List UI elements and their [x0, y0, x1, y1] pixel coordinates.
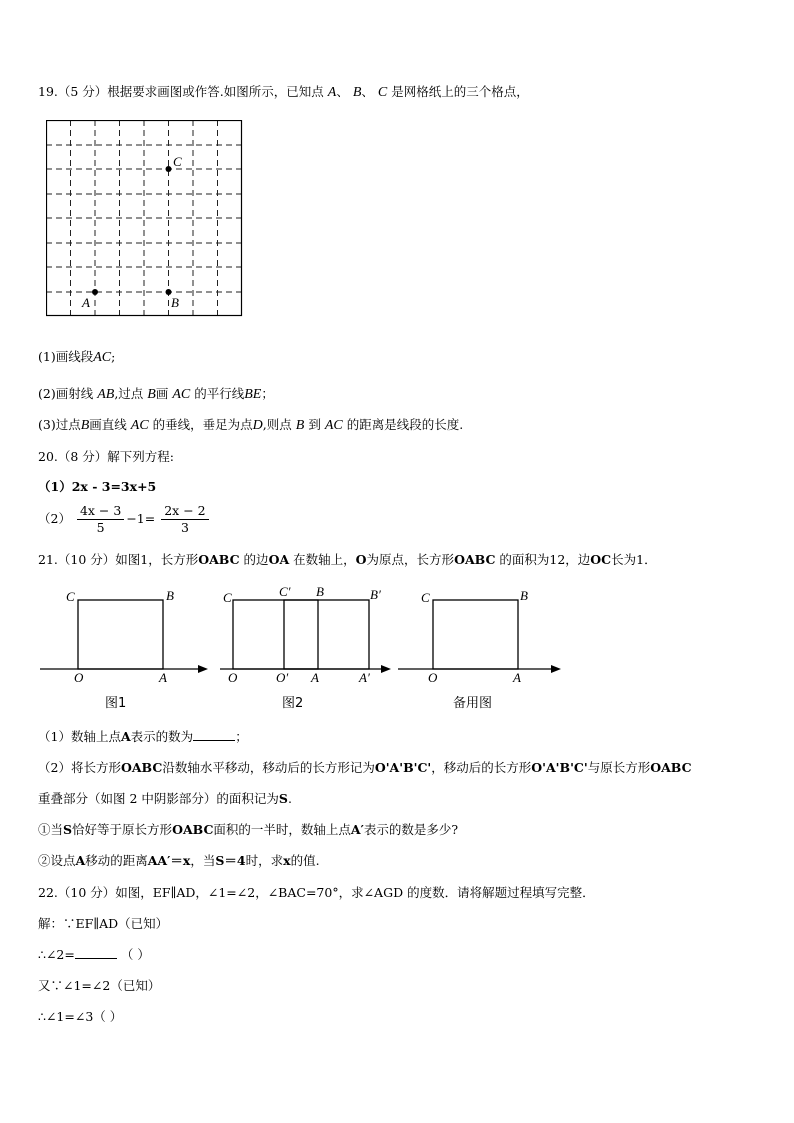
svg-text:A: A: [513, 670, 521, 685]
figure-1: [38, 585, 210, 685]
q21-case-2: ②设点A移动的距离AA′＝x，当S＝4时，求x的值.: [38, 853, 320, 868]
figure-2-caption: 图2: [282, 696, 304, 711]
q22-header: 22.（10 分）如图，EF∥AD，∠1=∠2，∠BAC=70°，求∠AGD 的度数．请将解题过程填写完整．: [38, 885, 595, 900]
label-a: A: [82, 295, 90, 310]
fraction-2: $\frac{2x - 2}{3}$: [161, 503, 208, 536]
q21-header: 21.（10 分）如图1，长方形OABC 的边OA 在数轴上，O为原点，长方形OABC 的面积为12，边OC长为1．: [38, 552, 657, 567]
q22-line-2: ∴∠2= （ ）: [38, 947, 150, 962]
q21-case-1: ①当S恰好等于原长方形OABC面积的一半时，数轴上点A′表示的数是多少?: [38, 822, 459, 837]
svg-text:B: B: [166, 588, 174, 603]
q19-item-1: (1)画线段AC;: [38, 349, 116, 365]
fraction-1: $\frac{4x - 3}{5}$: [77, 503, 124, 536]
answer-blank[interactable]: [193, 728, 235, 741]
figure-3: [396, 585, 564, 685]
q19-item-2: (2)画射线 AB,过点 B画 AC 的平行线BE；: [38, 386, 274, 402]
svg-text:B: B: [520, 588, 528, 603]
q19-header: 19.（5 分）根据要求画图或作答.如图所示，已知点 A、 B、 C 是网格纸上的三个格点，: [38, 84, 529, 100]
label-b: B: [171, 295, 179, 310]
q20-equation-1: （1）2x - 3=3x+5: [38, 479, 157, 494]
label-c: C: [173, 154, 182, 169]
q22-line-1: 解：∵EF∥AD（已知）: [38, 916, 169, 931]
point-c: [166, 166, 172, 172]
q19-item-3: (3)过点B画直线 AC 的垂线，垂足为点D,则点 B 到 AC 的距离是线段的长度.: [38, 417, 464, 433]
figure-3-caption: 备用图: [453, 696, 493, 711]
q20-equation-2: （2） $\frac{4x - 3}{5}$ −1= $\frac{2x - 2}{3}$: [38, 503, 211, 536]
svg-text:A: A: [159, 670, 167, 685]
grid-figure: [46, 120, 246, 320]
svg-text:O: O: [428, 670, 438, 685]
svg-text:O: O: [74, 670, 84, 685]
svg-text:O′: O′: [276, 670, 289, 685]
point-a: [92, 289, 98, 295]
svg-text:A′: A′: [359, 670, 370, 685]
svg-text:C: C: [66, 589, 75, 604]
figure-1-caption: 图1: [105, 696, 127, 711]
q21-sub-2-cont: 重叠部分（如图 2 中阴影部分）的面积记为S.: [38, 791, 292, 806]
q20-header: 20.（8 分）解下列方程:: [38, 449, 175, 464]
svg-text:B: B: [316, 584, 324, 599]
svg-text:C: C: [223, 590, 232, 605]
figure-2: [218, 582, 394, 685]
svg-text:C: C: [421, 590, 430, 605]
q22-line-4: ∴∠1=∠3（ ）: [38, 1009, 123, 1024]
svg-text:B′: B′: [370, 587, 381, 602]
q21-sub-1: （1）数轴上点A表示的数为 ；: [38, 729, 248, 744]
svg-text:C′: C′: [279, 584, 291, 599]
answer-blank[interactable]: [75, 946, 117, 959]
svg-text:A: A: [311, 670, 319, 685]
svg-text:O: O: [228, 670, 238, 685]
q21-sub-2: （2）将长方形OABC沿数轴水平移动，移动后的长方形记为O'A'B'C'，移动后的长方形O'A'B'C'与原长方形OABC: [38, 760, 692, 775]
q22-line-3: 又∵∠1=∠2（已知）: [38, 978, 161, 993]
